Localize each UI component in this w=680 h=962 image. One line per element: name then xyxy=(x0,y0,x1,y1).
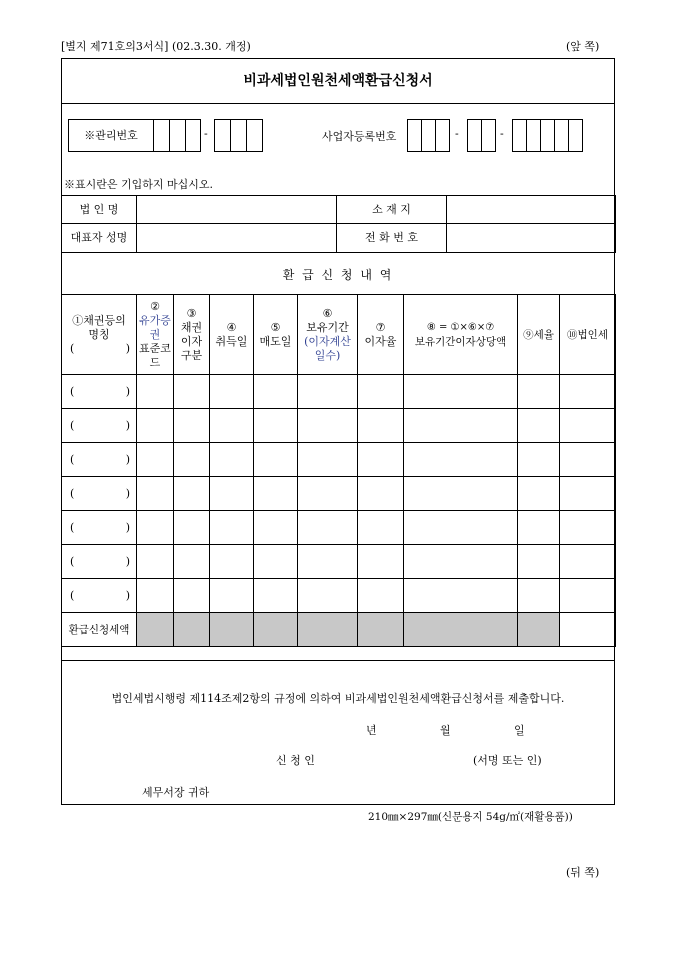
table-cell[interactable] xyxy=(210,545,254,579)
rep-name-field[interactable] xyxy=(137,224,337,253)
bizreg-dash: - xyxy=(500,127,504,140)
table-cell[interactable] xyxy=(174,545,210,579)
table-cell[interactable] xyxy=(137,511,174,545)
table-cell[interactable] xyxy=(404,443,518,477)
table-cell[interactable] xyxy=(210,477,254,511)
shaded-cell xyxy=(298,613,358,647)
location-label: 소 재 지 xyxy=(337,196,447,224)
bizreg-digit[interactable] xyxy=(421,119,436,152)
bond-name-cell[interactable]: ( ) xyxy=(62,375,137,409)
location-field[interactable] xyxy=(447,196,616,224)
table-cell[interactable] xyxy=(254,443,298,477)
table-cell[interactable] xyxy=(210,511,254,545)
col-interest-type-header: ③ 채권이자구분 xyxy=(174,295,210,375)
table-cell[interactable] xyxy=(560,477,616,511)
col-security-code-header: ② 유가증권 표준코드 xyxy=(137,295,174,375)
table-cell[interactable] xyxy=(174,375,210,409)
phone-label: 전 화 번 호 xyxy=(337,224,447,253)
table-row xyxy=(62,375,616,409)
shaded-cell xyxy=(210,613,254,647)
table-cell[interactable] xyxy=(560,511,616,545)
admin-number-digit[interactable] xyxy=(230,119,247,152)
col-interest-equivalent-header: ⑧ = ①×⑥×⑦ 보유기간이자상당액 xyxy=(404,295,518,375)
declaration-text: 법인세법시행령 제114조제2항의 규정에 의하여 비과세법인원천세액환급신청서를 제출합니다. xyxy=(111,692,565,705)
total-label: 환급신청세액 xyxy=(62,613,137,647)
table-cell[interactable] xyxy=(518,477,560,511)
side-front-label: (앞 쪽) xyxy=(566,40,600,53)
table-cell[interactable] xyxy=(298,477,358,511)
table-cell[interactable] xyxy=(358,579,404,613)
admin-number-digit[interactable] xyxy=(246,119,263,152)
table-cell[interactable] xyxy=(210,375,254,409)
table-cell[interactable] xyxy=(137,409,174,443)
paper-spec: 210㎜×297㎜(신문용지 54g/㎡(재활용품)) xyxy=(368,811,573,823)
table-cell[interactable] xyxy=(518,545,560,579)
date-day: 일 xyxy=(514,724,525,737)
bond-name-cell[interactable]: ( ) xyxy=(62,579,137,613)
admin-number-digit[interactable] xyxy=(185,119,201,152)
table-cell[interactable] xyxy=(518,511,560,545)
addressee: 세무서장 귀하 xyxy=(142,786,210,799)
table-cell[interactable] xyxy=(560,409,616,443)
table-cell[interactable] xyxy=(254,375,298,409)
refund-table xyxy=(61,294,616,647)
table-cell[interactable] xyxy=(358,375,404,409)
table-cell[interactable] xyxy=(560,579,616,613)
table-cell[interactable] xyxy=(298,545,358,579)
table-cell[interactable] xyxy=(358,545,404,579)
table-cell[interactable] xyxy=(254,579,298,613)
table-cell[interactable] xyxy=(298,443,358,477)
shaded-cell xyxy=(358,613,404,647)
table-cell[interactable] xyxy=(174,477,210,511)
table-cell[interactable] xyxy=(174,443,210,477)
corp-name-field[interactable] xyxy=(137,196,337,224)
table-cell[interactable] xyxy=(560,545,616,579)
table-cell[interactable] xyxy=(137,443,174,477)
table-cell[interactable] xyxy=(298,409,358,443)
bizreg-digit[interactable] xyxy=(407,119,422,152)
table-cell[interactable] xyxy=(404,545,518,579)
table-cell[interactable] xyxy=(518,375,560,409)
section-title: 환 급 신 청 내 역 xyxy=(282,268,394,282)
form-number: [별지 제71호의3서식] (02.3.30. 개정) xyxy=(61,40,251,53)
shaded-cell xyxy=(254,613,298,647)
table-cell[interactable] xyxy=(560,375,616,409)
table-cell[interactable] xyxy=(137,545,174,579)
note-text: ※표시란은 기입하지 마십시오. xyxy=(64,178,214,191)
bizreg-digit[interactable] xyxy=(554,119,569,152)
table-cell[interactable] xyxy=(358,511,404,545)
admin-number-digit[interactable] xyxy=(169,119,186,152)
table-row xyxy=(62,511,616,545)
table-cell[interactable] xyxy=(137,375,174,409)
table-cell[interactable] xyxy=(518,579,560,613)
admin-number-label: ※관리번호 xyxy=(84,129,138,142)
corp-name-label: 법 인 명 xyxy=(62,196,137,224)
signature-label: (서명 또는 인) xyxy=(473,754,542,767)
col-corporate-tax-header: ⑩법인세 xyxy=(560,295,616,375)
total-corporate-tax-field[interactable] xyxy=(560,613,616,647)
table-cell[interactable] xyxy=(210,579,254,613)
table-cell[interactable] xyxy=(358,409,404,443)
table-cell[interactable] xyxy=(404,579,518,613)
bizreg-label: 사업자등록번호 xyxy=(322,130,397,143)
table-cell[interactable] xyxy=(358,477,404,511)
col-bond-name-header: ①채권등의 명칭 ( ) xyxy=(62,295,137,375)
table-cell[interactable] xyxy=(210,443,254,477)
table-row xyxy=(62,579,616,613)
col-sale-date-header: ⑤ 매도일 xyxy=(254,295,298,375)
table-cell[interactable] xyxy=(254,545,298,579)
bond-name-cell[interactable]: ( ) xyxy=(62,545,137,579)
admin-number-dash: - xyxy=(204,127,208,140)
table-cell[interactable] xyxy=(254,477,298,511)
table-row xyxy=(62,545,616,579)
table-cell[interactable] xyxy=(298,579,358,613)
col-tax-rate-header: ⑨세율 xyxy=(518,295,560,375)
bond-name-cell[interactable]: ( ) xyxy=(62,409,137,443)
bizreg-digit[interactable] xyxy=(481,119,496,152)
rep-name-label: 대표자 성명 xyxy=(62,224,137,253)
applicant-label: 신 청 인 xyxy=(276,754,315,767)
date-year: 년 xyxy=(366,724,377,737)
form-title: 비과세법인원천세액환급신청서 xyxy=(243,73,433,89)
table-cell[interactable] xyxy=(174,409,210,443)
admin-number-digit[interactable] xyxy=(153,119,170,152)
table-cell[interactable] xyxy=(518,409,560,443)
table-cell[interactable] xyxy=(137,579,174,613)
header-row xyxy=(62,295,616,375)
table-cell[interactable] xyxy=(174,511,210,545)
divider xyxy=(61,103,615,104)
table-row xyxy=(62,443,616,477)
shaded-cell xyxy=(404,613,518,647)
shaded-cell xyxy=(174,613,210,647)
table-cell[interactable] xyxy=(404,375,518,409)
table-cell[interactable] xyxy=(404,477,518,511)
col-holding-period-header: ⑥ 보유기간 (이자계산일수) xyxy=(298,295,358,375)
table-cell[interactable] xyxy=(358,443,404,477)
bizreg-dash: - xyxy=(455,127,459,140)
col-acquisition-date-header: ④ 취득일 xyxy=(210,295,254,375)
table-cell[interactable] xyxy=(298,511,358,545)
info-table xyxy=(61,195,616,253)
shaded-cell xyxy=(137,613,174,647)
total-row xyxy=(62,613,616,647)
table-cell[interactable] xyxy=(137,477,174,511)
table-cell[interactable] xyxy=(298,375,358,409)
table-cell[interactable] xyxy=(560,443,616,477)
bond-name-cell[interactable]: ( ) xyxy=(62,443,137,477)
shaded-cell xyxy=(518,613,560,647)
admin-number-label-box xyxy=(68,119,154,152)
admin-number-digit[interactable] xyxy=(214,119,231,152)
bond-name-cell[interactable]: ( ) xyxy=(62,511,137,545)
bizreg-digit[interactable] xyxy=(540,119,555,152)
bizreg-digit[interactable] xyxy=(568,119,583,152)
table-row xyxy=(62,477,616,511)
bizreg-digit[interactable] xyxy=(467,119,482,152)
bond-name-cell[interactable]: ( ) xyxy=(62,477,137,511)
table-cell[interactable] xyxy=(254,511,298,545)
table-cell[interactable] xyxy=(518,443,560,477)
date-month: 월 xyxy=(440,724,451,737)
side-back-label: (뒤 쪽) xyxy=(566,866,600,879)
table-row xyxy=(62,409,616,443)
table-cell[interactable] xyxy=(404,511,518,545)
table-cell[interactable] xyxy=(174,579,210,613)
table-cell[interactable] xyxy=(404,409,518,443)
divider xyxy=(61,660,615,661)
bizreg-digit[interactable] xyxy=(512,119,527,152)
table-cell[interactable] xyxy=(210,409,254,443)
phone-field[interactable] xyxy=(447,224,616,253)
bizreg-digit[interactable] xyxy=(435,119,450,152)
bizreg-digit[interactable] xyxy=(526,119,541,152)
col-interest-rate-header: ⑦ 이자율 xyxy=(358,295,404,375)
table-cell[interactable] xyxy=(254,409,298,443)
